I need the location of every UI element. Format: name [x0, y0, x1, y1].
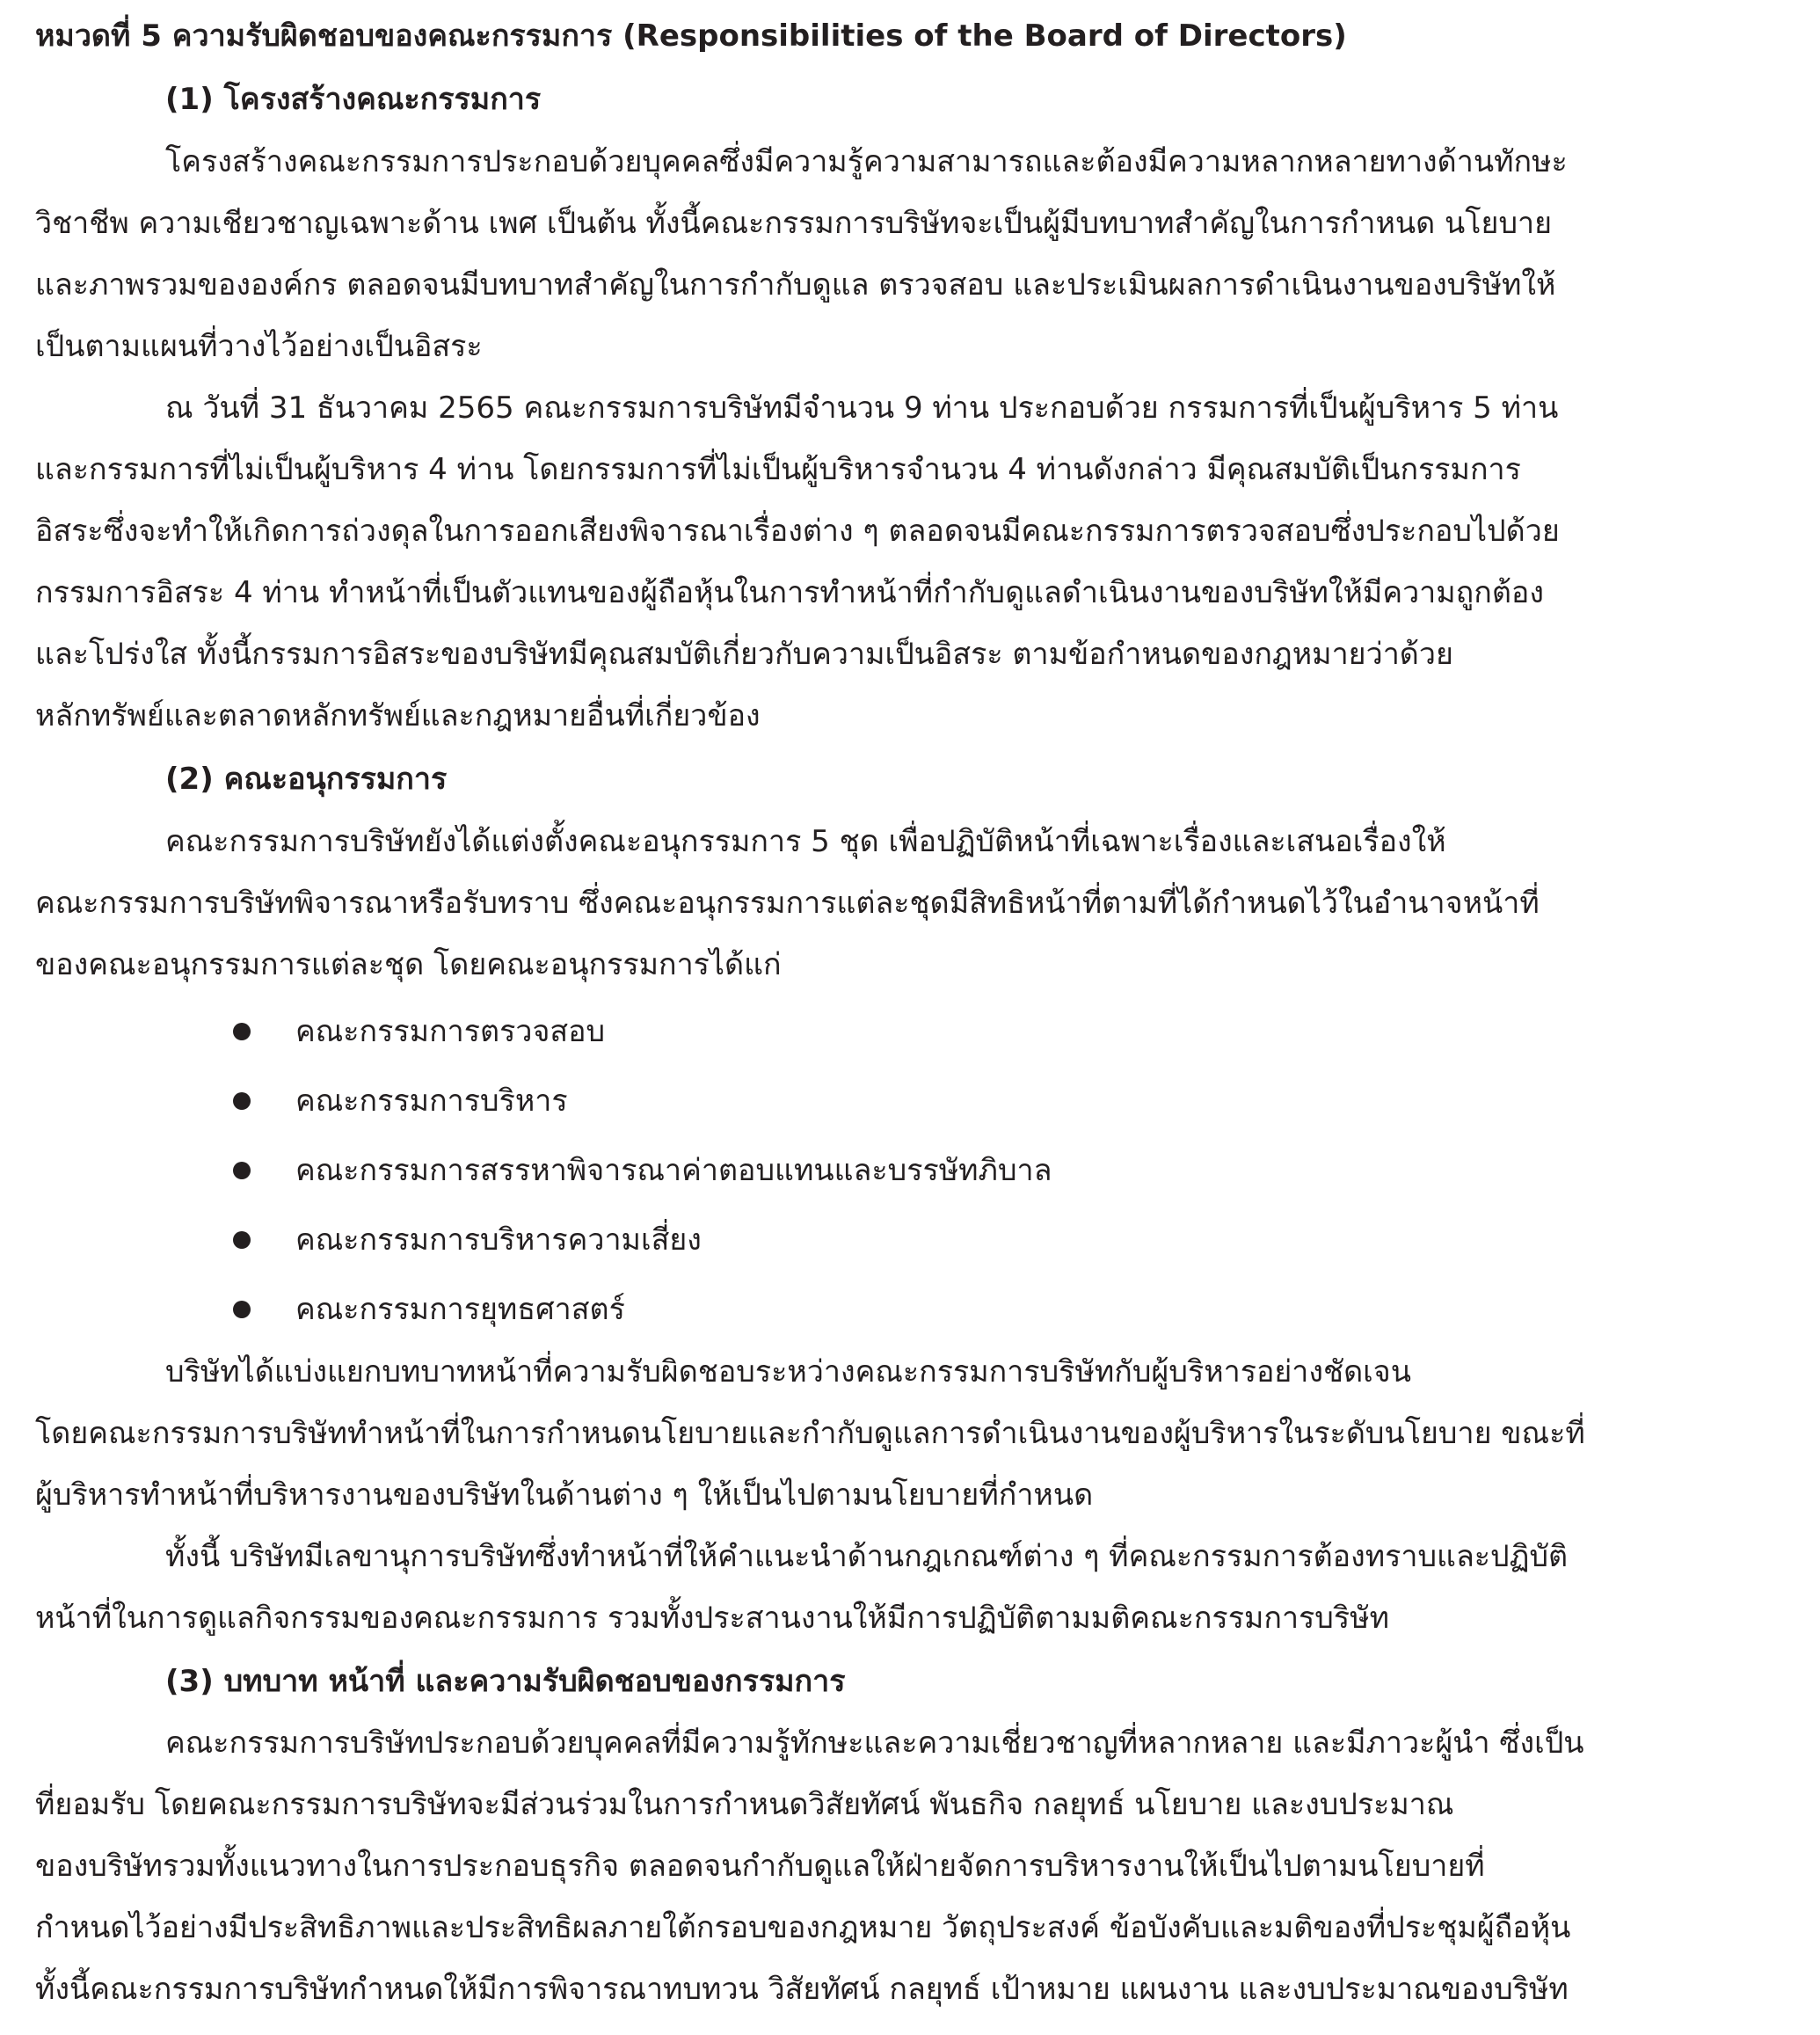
paragraph-line: และโปร่งใส ทั้งนี้กรรมการอิสระของบริษัทมีคุณสมบัติเกี่ยวกับความเป็นอิสระ ตามข้อกำหนดของกฎหมายว่าด้วย [35, 637, 1453, 672]
paragraph-line: โครงสร้างคณะกรรมการประกอบด้วยบุคคลซึ่งมีความรู้ความสามารถและต้องมีความหลากหลายทางด้านทักษะ [165, 144, 1568, 179]
paragraph-line: ทั้งนี้ บริษัทมีเลขานุการบริษัทซึ่งทำหน้าที่ให้คำแนะนำด้านกฎเกณฑ์ต่าง ๆ ที่คณะกรรมการต้องทราบและปฏิบัติ [165, 1539, 1569, 1574]
paragraph-line: หลักทรัพย์และตลาดหลักทรัพย์และกฎหมายอื่นที่เกี่ยวข้อง [35, 698, 761, 733]
list-item-audit-committee: คณะกรรมการตรวจสอบ [295, 1014, 606, 1049]
paragraph-line: ณ วันที่ 31 ธันวาคม 2565 คณะกรรมการบริษัทมีจำนวน 9 ท่าน ประกอบด้วย กรรมการที่เป็นผู้บริหาร 5 ท่าน [165, 390, 1559, 426]
paragraph-line: กำหนดไว้อย่างมีประสิทธิภาพและประสิทธิผลภายใต้กรอบของกฎหมาย วัตถุประสงค์ ข้อบังคับและมติของที่ประชุมผู้ถือหุ้น [35, 1910, 1571, 1945]
paragraph-line: และภาพรวมขององค์กร ตลอดจนมีบทบาทสำคัญในการกำกับดูแล ตรวจสอบ และประเมินผลการดำเนินงานของบริษัทให้ [35, 267, 1556, 303]
list-item-nomination-committee: คณะกรรมการสรรหาพิจารณาค่าตอบแทนและบรรษัทภิบาล [295, 1153, 1052, 1188]
section-heading-board-roles: (3) บทบาท หน้าที่ และความรับผิดชอบของกรรมการ [165, 1664, 846, 1699]
paragraph-line: คณะกรรมการบริษัทประกอบด้วยบุคคลที่มีความรู้ทักษะและความเชี่ยวชาญที่หลากหลาย และมีภาวะผู้นำ ซึ่งเป็น [165, 1725, 1584, 1761]
bullet-icon [233, 1231, 251, 1249]
list-item-strategy-committee: คณะกรรมการยุทธศาสตร์ [295, 1292, 625, 1327]
section-heading-sub-committees: (2) คณะอนุกรรมการ [165, 762, 448, 797]
paragraph-line: กรรมการอิสระ 4 ท่าน ทำหน้าที่เป็นตัวแทนของผู้ถือหุ้นในการทำหน้าที่กำกับดูแลดำเนินงานของบริษัทให้มีความถูกต้อง [35, 575, 1544, 610]
paragraph-line: บริษัทได้แบ่งแยกบทบาทหน้าที่ความรับผิดชอบระหว่างคณะกรรมการบริษัทกับผู้บริหารอย่างชัดเจน [165, 1354, 1411, 1389]
paragraph-line: อิสระซึ่งจะทำให้เกิดการถ่วงดุลในการออกเสียงพิจารณาเรื่องต่าง ๆ ตลอดจนมีคณะกรรมการตรวจสอบซึ่งประกอบไปด้วย [35, 514, 1560, 549]
list-item-risk-committee: คณะกรรมการบริหารความเสี่ยง [295, 1222, 702, 1258]
paragraph-line: ผู้บริหารทำหน้าที่บริหารงานของบริษัทในด้านต่าง ๆ ให้เป็นไปตามนโยบายที่กำหนด [35, 1477, 1094, 1513]
paragraph-line: ทั้งนี้คณะกรรมการบริษัทกำหนดให้มีการพิจารณาทบทวน วิสัยทัศน์ กลยุทธ์ เป้าหมาย แผนงาน และงบประมาณของบริษัท [35, 1972, 1569, 2007]
chapter-title: หมวดที่ 5 ความรับผิดชอบของคณะกรรมการ (Responsibilities of the Board of Directors) [35, 18, 1347, 54]
bullet-icon [233, 1092, 251, 1110]
bullet-icon [233, 1301, 251, 1318]
paragraph-line: ของคณะอนุกรรมการแต่ละชุด โดยคณะอนุกรรมการได้แก่ [35, 947, 782, 982]
paragraph-line: หน้าที่ในการดูแลกิจกรรมของคณะกรรมการ รวมทั้งประสานงานให้มีการปฏิบัติตามมติคณะกรรมการบริษัท [35, 1601, 1389, 1636]
paragraph-line: คณะกรรมการบริษัทพิจารณาหรือรับทราบ ซึ่งคณะอนุกรรมการแต่ละชุดมีสิทธิหน้าที่ตามที่ได้กำหนดไว้ในอำนาจหน้าที่ [35, 886, 1540, 921]
paragraph-line: วิชาชีพ ความเชียวชาญเฉพาะด้าน เพศ เป็นต้น ทั้งนี้คณะกรรมการบริษัทจะเป็นผู้มีบทบาทสำคัญในการกำหนด นโยบาย [35, 206, 1553, 241]
bullet-icon [233, 1023, 251, 1040]
bullet-icon [233, 1162, 251, 1179]
paragraph-line: โดยคณะกรรมการบริษัททำหน้าที่ในการกำหนดนโยบายและกำกับดูแลการดำเนินงานของผู้บริหารในระดับนโยบาย ขณะที่ [35, 1416, 1585, 1451]
list-item-executive-committee: คณะกรรมการบริหาร [295, 1083, 568, 1119]
paragraph-line: และกรรมการที่ไม่เป็นผู้บริหาร 4 ท่าน โดยกรรมการที่ไม่เป็นผู้บริหารจำนวน 4 ท่านดังกล่าว มีคุณสมบัติเป็นกรรมการ [35, 452, 1521, 487]
paragraph-line: ของบริษัทรวมทั้งแนวทางในการประกอบธุรกิจ ตลอดจนกำกับดูแลให้ฝ่ายจัดการบริหารงานให้เป็นไปตามนโยบายที่ [35, 1849, 1485, 1884]
paragraph-line: ที่ยอมรับ โดยคณะกรรมการบริษัทจะมีส่วนร่วมในการกำหนดวิสัยทัศน์ พันธกิจ กลยุทธ์ นโยบาย และงบประมาณ [35, 1787, 1454, 1822]
paragraph-line: เป็นตามแผนที่วางไว้อย่างเป็นอิสระ [35, 329, 483, 364]
paragraph-line: คณะกรรมการบริษัทยังได้แต่งตั้งคณะอนุกรรมการ 5 ชุด เพื่อปฏิบัติหน้าที่เฉพาะเรื่องและเสนอเรื่องให้ [165, 824, 1446, 859]
section-heading-board-structure: (1) โครงสร้างคณะกรรมการ [165, 82, 542, 117]
